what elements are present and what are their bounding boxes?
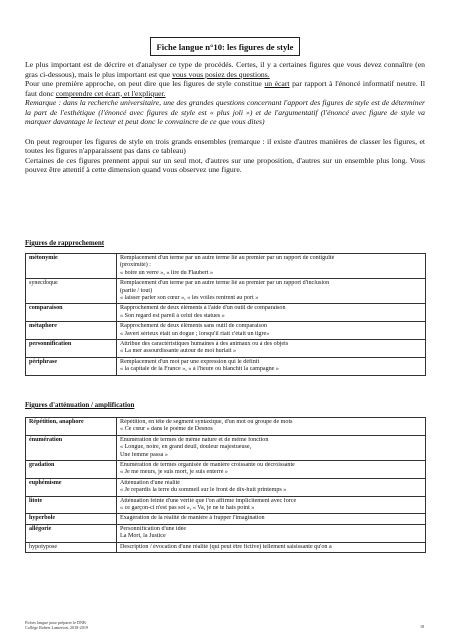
definition-line: Une femme passa » xyxy=(120,451,168,458)
intro-p1-underline: vous vous posiez des questions. xyxy=(172,69,270,79)
intro-paragraph-2 xyxy=(25,79,425,98)
definition-line: Attribue des caractéristiques humaines à des animaux ou à des objets xyxy=(120,341,289,348)
figure-term: métaphore xyxy=(26,322,117,340)
definition-line: Description / évocation d'une réalité (qui peut être fictive) tellement saisissante qu'on a xyxy=(120,543,332,550)
table-row xyxy=(26,524,426,542)
definition-line: « Son regard est pareil à celui des statues » xyxy=(120,312,225,319)
table-row xyxy=(26,478,426,496)
table-row xyxy=(26,357,426,375)
definition-line: « La mer assourdissante autour de moi hurlait » xyxy=(120,348,237,355)
table-row xyxy=(26,304,426,322)
definition-line: « Je repardis la terre du sommeil sur le front de dix-huit printemps » xyxy=(120,487,287,494)
figure-term: hypotypose xyxy=(26,542,117,552)
intro-p1-text: Le plus important est de décrire et d'analyser ce type de procédés. Certes, il y a certaines figures que vous devez connaître (en gras ci-dessous), mais le plus important est que xyxy=(25,60,425,79)
figure-term: gradation xyxy=(26,461,117,479)
figure-term: énumération xyxy=(26,435,117,460)
figure-term: euphémisme xyxy=(26,478,117,496)
definition-line: Répétition, en tête de segment syntaxique, d'un mot ou groupe de mots xyxy=(120,419,293,425)
intro-p2-underline-1: un écart xyxy=(264,79,290,88)
intro-p2-text-2: par rapport à l'énoncé informatif neutre. Il faut donc xyxy=(25,79,425,98)
intro-text xyxy=(25,60,425,175)
figure-definition xyxy=(117,496,426,514)
figure-term: personnification xyxy=(26,340,117,358)
definition-line: Exagération de la réalité de manière à frapper l'imagination xyxy=(120,515,265,522)
table-attenuation xyxy=(25,417,426,553)
figure-term: Répétition, anaphore xyxy=(26,418,117,436)
definition-line: « Je me meurs, je suis mort, je suis enterré » xyxy=(120,469,228,476)
definition-line: « boire un verre », « lire du Flaubert » xyxy=(120,269,214,276)
definition-line: Remplacement d'un terme par un autre terme lié au premier par un rapport d'inclusion xyxy=(120,280,330,287)
intro-paragraph-1 xyxy=(25,60,425,79)
figure-definition xyxy=(117,514,426,524)
table-row xyxy=(26,435,426,460)
definition-line: « ce garçon-ci n'est pas sot », « Va, je ne te hais point » xyxy=(120,505,255,512)
figure-definition xyxy=(117,478,426,496)
definition-line: « Javert sérieux était un dogue ; lorsqu'il riait c'était un tigre» xyxy=(120,330,270,337)
page-title: Fiche langue n°10: les figures de style xyxy=(150,37,300,56)
figure-definition xyxy=(117,435,426,460)
figure-term: métonymie xyxy=(26,254,117,279)
intro-paragraph-4: On peut regrouper les figures de style en trois grands ensembles (remarque : il existe d'autres manières de classer les figures, et toutes les figures n'apparaissent pas dans ce tableau) xyxy=(25,136,425,155)
figure-definition xyxy=(117,254,426,279)
section-title-attenuation: Figures d'atténuation / amplification xyxy=(25,401,135,409)
table-row xyxy=(26,461,426,479)
section-title-rapprochement: Figures de rapprochement xyxy=(25,239,105,247)
figure-definition xyxy=(117,418,426,436)
table-row xyxy=(26,254,426,279)
table-row xyxy=(26,322,426,340)
definition-line: « Ce cœur » dans le poème de Desnos xyxy=(120,426,213,433)
definition-line: Remplacement d'un terme par un autre terme lié au premier par un rapport de contiguïté xyxy=(120,255,335,261)
footer-line-2: Collège Robert Lamerton, 2018-2019 xyxy=(25,625,89,630)
figure-term: périphrase xyxy=(26,357,117,375)
figure-definition xyxy=(117,340,426,358)
definition-line: Atténuation feinte d'une vérité que l'on affirme implicitement avec force xyxy=(120,497,297,504)
table-row xyxy=(26,496,426,514)
definition-line: La Mort, la Justice xyxy=(120,533,166,540)
definition-line: Personnification d'une idée xyxy=(120,525,187,532)
figure-definition xyxy=(117,304,426,322)
definition-line: Énumération de termes de même nature et de même fonction xyxy=(120,436,269,443)
table-row xyxy=(26,514,426,524)
figure-definition xyxy=(117,279,426,304)
definition-line: (partie / tout) xyxy=(120,287,153,294)
definition-line: « Longue, noire, en grand deuil, douleur majestueuse, xyxy=(120,444,252,451)
definition-line: « la capitale de la France », « à l'heure où blanchit la campagne » xyxy=(120,366,279,373)
intro-p2-underline-2: comprendre cet écart, et l'expliquer. xyxy=(55,88,166,98)
definition-line: « laisser parler son cœur », « les voiles rentrent au port » xyxy=(120,295,259,302)
table-row xyxy=(26,340,426,358)
footer-left xyxy=(25,620,88,630)
table-rapprochement xyxy=(25,253,426,376)
definition-line: (proximité) : xyxy=(120,262,151,269)
figure-definition xyxy=(117,542,426,552)
intro-paragraph-5: Certaines de ces figures prennent appui sur un seul mot, d'autres sur une proposition, d'autres sur un ensemble plus long. Vous pouvez être attentif à cette dimension quand vous observez une figure. xyxy=(25,155,425,174)
intro-remark: Remarque : dans la recherche universitaire, une des grandes questions concernant l'apport des figures de style est de déterminer la part de l'esthétique (l'énoncé avec figures de style est « plus joli ») et de l'argumentatif (l'énoncé avec figure de style va marquer davantage le lecteur et peut donc le convaincre de ce que vous dites) xyxy=(25,98,425,126)
figure-term: synecdoque xyxy=(26,279,117,304)
page-number: 18 xyxy=(420,624,425,629)
table-row xyxy=(26,418,426,436)
figure-definition xyxy=(117,461,426,479)
definition-line: Rapprochement de deux éléments sans outil de comparaison xyxy=(120,323,268,330)
definition-line: Rapprochement de deux éléments à l'aide d'un outil de comparaison xyxy=(120,305,286,312)
definition-line: Remplacement d'un mot par une expression qui le définit xyxy=(120,358,260,365)
figure-definition xyxy=(117,322,426,340)
figure-term: hyperbole xyxy=(26,514,117,524)
figure-definition xyxy=(117,357,426,375)
figure-term: allégorie xyxy=(26,524,117,542)
table-row xyxy=(26,542,426,552)
footer-line-1: Fiches langue pour préparer le DNB xyxy=(25,620,86,625)
definition-line: Atténuation d'une réalité xyxy=(120,479,180,486)
table-row xyxy=(26,279,426,304)
intro-p2-text: Pour une première approche, on peut dire que les figures de style constitue xyxy=(25,79,265,88)
definition-line: Énumération de termes organisée de manière croissante ou décroissante xyxy=(120,462,295,469)
figure-definition xyxy=(117,524,426,542)
figure-term: comparaison xyxy=(26,304,117,322)
figure-term: litote xyxy=(26,496,117,514)
